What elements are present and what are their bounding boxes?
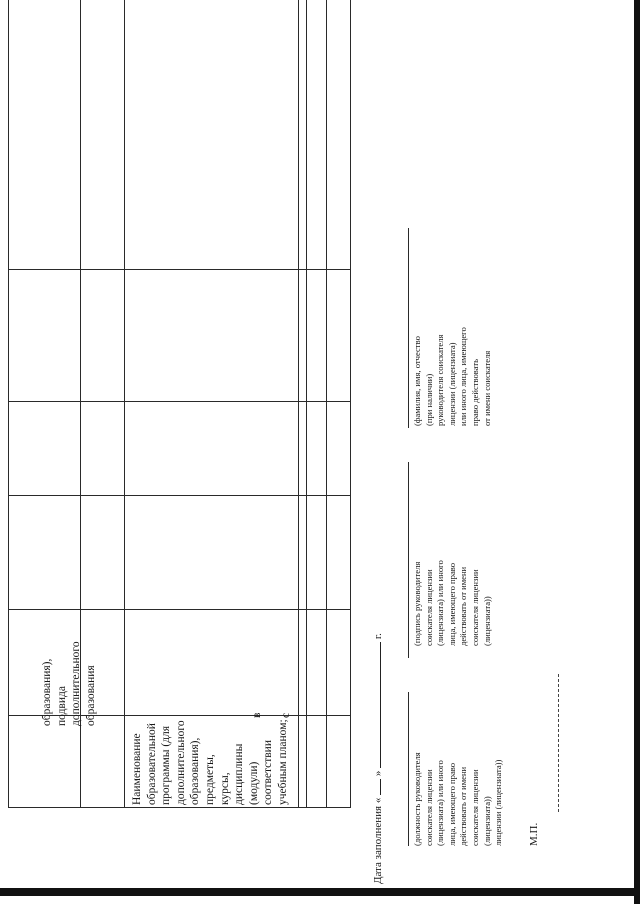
table-line — [8, 807, 350, 808]
scan-bottom-border — [0, 888, 640, 896]
stamp-dashed-rule — [558, 674, 559, 812]
signature-col-signature: (подпись руководителя соискателя лицензии (лицензиата) или иного лица, имеющего право действовать от имени соискателя лицензии (лицензиата)) — [412, 560, 492, 646]
table-line — [124, 0, 125, 808]
fill-date-month-year-blank — [380, 642, 381, 768]
signature-col-position: (должность руководителя соискателя лицензии (лицензиата) или иного лица, имеющего право действовать от имени соискателя лицензии (лицензиата)) лицензии (лицензиата)) — [412, 752, 504, 846]
fill-date-day-blank — [380, 779, 381, 795]
table-line — [298, 0, 299, 808]
table-line — [8, 0, 9, 808]
row2-cell-text: Наименование образовательной программы (для дополнительного образования), предметы, курсы, дисциплины (модули) соответствии учебным планом; — [131, 719, 289, 805]
fill-date-suffix: г. — [372, 633, 384, 640]
fill-date-prefix: Дата заполнения « — [372, 797, 384, 884]
signature-col-fullname: (фамилия, имя, отчество (при наличии) руководителя соискателя лицензии (лицензиата) или иного лица, имеющего право действовать от имени соискателя — [412, 327, 492, 426]
scan-right-edge — [634, 0, 640, 904]
table-line — [8, 269, 350, 270]
signature-rule-1 — [408, 692, 409, 846]
table-line — [8, 495, 350, 496]
stamp-label: М.П. — [528, 822, 540, 846]
table-line — [326, 0, 327, 808]
row2-justify-letter: с — [280, 712, 292, 718]
signature-rule-3 — [408, 228, 409, 428]
table-line — [306, 0, 307, 808]
table-line — [350, 0, 351, 808]
fill-date-line — [372, 633, 384, 884]
signature-rule-2 — [408, 462, 409, 658]
fill-date-quote-close: » — [372, 770, 384, 777]
row1-cell-text: образования), подвида дополнительного образования — [41, 641, 97, 726]
table-line — [8, 401, 350, 402]
row2-justify-letter: в — [251, 712, 263, 718]
table-line — [8, 609, 350, 610]
